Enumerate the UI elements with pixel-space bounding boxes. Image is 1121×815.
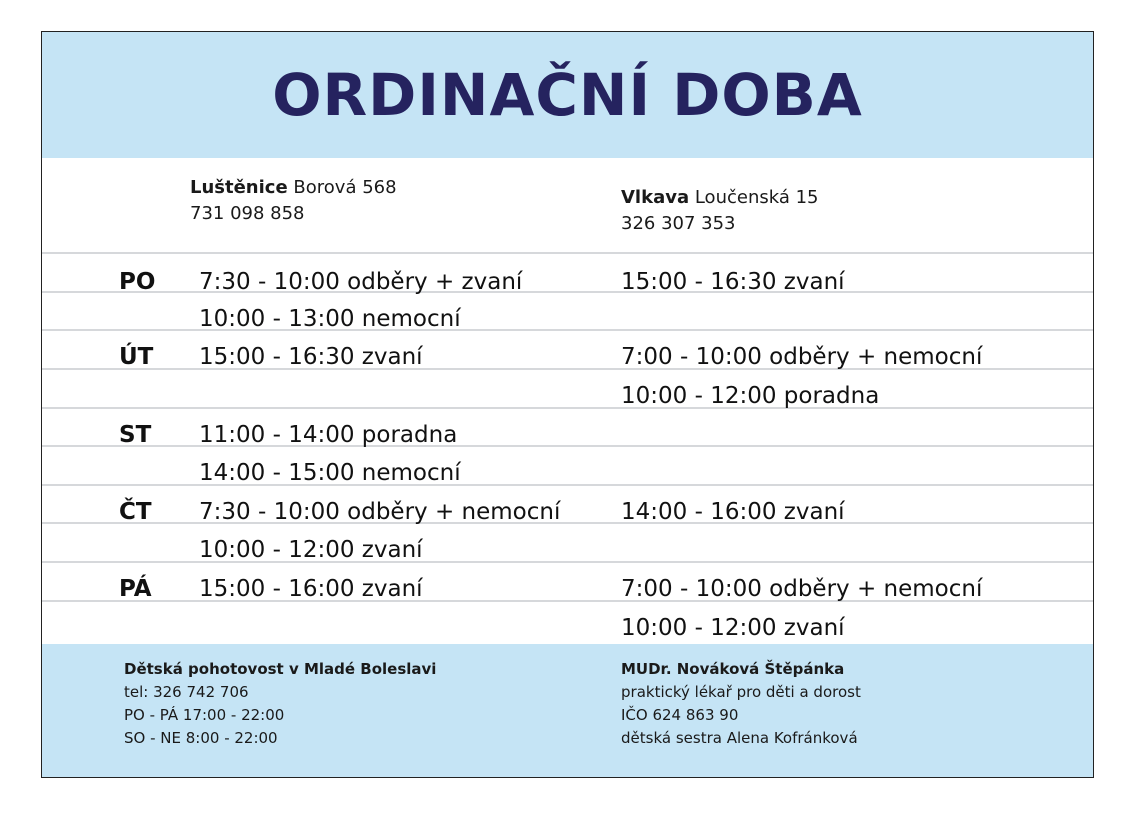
doctor-ico: IČO 624 863 90 [621, 706, 739, 724]
schedule-slot: 15:00 - 16:00 zvaní [199, 576, 423, 602]
day-label-po: PO [119, 269, 156, 295]
schedule-slot: 14:00 - 15:00 nemocní [199, 460, 461, 486]
emergency-info [124, 658, 436, 750]
location-street: Borová 568 [293, 177, 397, 198]
schedule-slot: 10:00 - 12:00 zvaní [199, 537, 423, 563]
row-rule [42, 407, 1093, 409]
schedule-slot: 10:00 - 12:00 poradna [621, 383, 880, 409]
schedule-slot: 11:00 - 14:00 poradna [199, 422, 458, 448]
emergency-weekend-hours: SO - NE 8:00 - 22:00 [124, 729, 278, 747]
schedule-slot: 7:30 - 10:00 odběry + nemocní [199, 499, 561, 525]
row-rule [42, 252, 1093, 254]
day-label-st: ST [119, 422, 152, 448]
day-label-ut: ÚT [119, 344, 154, 370]
location-luštěnice [190, 175, 397, 227]
emergency-weekday-hours: PO - PÁ 17:00 - 22:00 [124, 706, 285, 724]
page-title: ORDINAČNÍ DOBA [272, 61, 863, 129]
location-phone: 326 307 353 [621, 213, 736, 234]
schedule-slot: 7:00 - 10:00 odběry + nemocní [621, 576, 983, 602]
schedule-slot: 7:00 - 10:00 odběry + nemocní [621, 344, 983, 370]
location-phone: 731 098 858 [190, 203, 305, 224]
emergency-phone: tel: 326 742 706 [124, 683, 249, 701]
day-label-pa: PÁ [119, 576, 152, 602]
schedule-slot: 10:00 - 13:00 nemocní [199, 306, 461, 332]
location-vlkava [621, 185, 819, 237]
location-town: Vlkava [621, 187, 690, 208]
location-town: Luštěnice [190, 177, 288, 198]
schedule-slot: 7:30 - 10:00 odběry + zvaní [199, 269, 523, 295]
location-street: Loučenská 15 [694, 187, 819, 208]
doctor-specialty: praktický lékař pro děti a dorost [621, 683, 861, 701]
doctor-nurse: dětská sestra Alena Kofránková [621, 729, 858, 747]
office-hours-sheet [41, 31, 1094, 778]
footer-banner [42, 644, 1093, 777]
schedule-slot: 15:00 - 16:30 zvaní [199, 344, 423, 370]
title-banner [42, 32, 1093, 158]
doctor-name: MUDr. Nováková Štěpánka [621, 660, 845, 678]
day-label-ct: ČT [119, 499, 152, 525]
doctor-info [621, 658, 861, 750]
schedule-slot: 10:00 - 12:00 zvaní [621, 615, 845, 641]
schedule-slot: 15:00 - 16:30 zvaní [621, 269, 845, 295]
schedule-slot: 14:00 - 16:00 zvaní [621, 499, 845, 525]
emergency-heading: Dětská pohotovost v Mladé Boleslavi [124, 660, 437, 678]
